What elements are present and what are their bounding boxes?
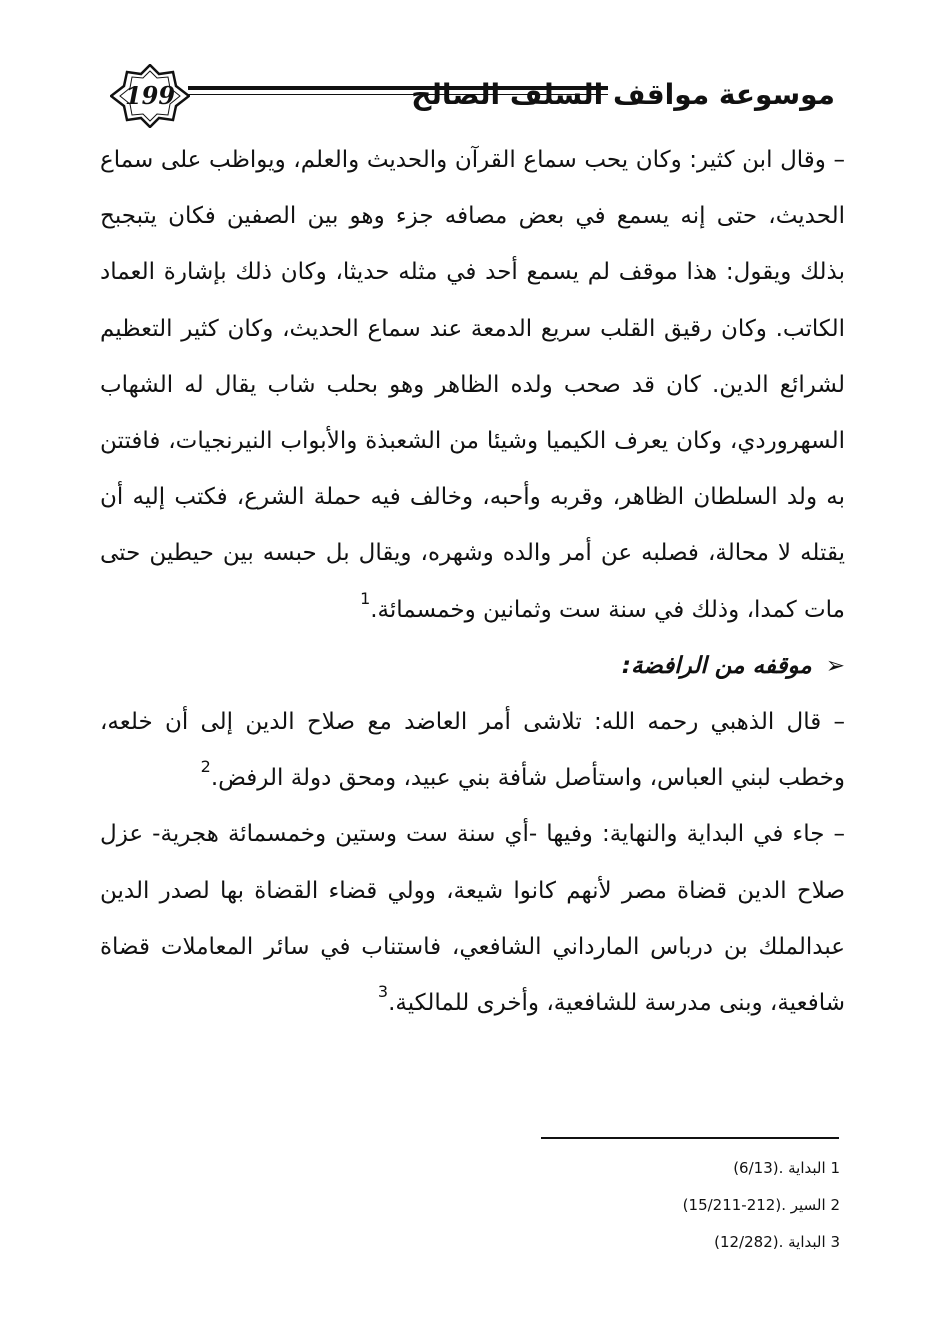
footnote-number: 3 [830,1233,840,1251]
main-text [100,132,845,1031]
footnote-ref-text: (6/13). [733,1159,784,1177]
footnote-separator [541,1137,839,1139]
page-number-badge [110,64,190,128]
footnote-number: 1 [830,1159,840,1177]
footnote-source: البداية [788,1233,826,1251]
paragraph [100,694,845,806]
footnote-ref[interactable]: 3 [377,982,389,1002]
footnote [400,1187,840,1224]
footnote [400,1150,840,1187]
series-title: موسوعة مواقف السلف الصالح [411,78,835,111]
page-header [100,64,835,130]
paragraph-text: – وقال ابن كثير: وكان يحب سماع القرآن والحديث والعلم، ويواظب على سماع الحديث، حتى إنه يسمع في بعض مصافه جزء وهو بين الصفين فكان يتبجبح بذلك ويقول: هذا موقف لم يسمع أحد في مثله حديثا، وكان ذلك بإشارة العماد الكاتب. وكان رقيق القلب سريع الدمعة عند سماع الحديث، وكان كثير التعظيم لشرائع الدين. كان قد صحب ولده الظاهر وهو بحلب شاب يقال له الشهاب السهروردي، وكان يعرف الكيميا وشيئا من الشعبذة والأبواب النيرنجيات، فافتتن به ولد السلطان الظاهر، وقربه وأحبه، وخالف فيه حملة الشرع، فكتب إليه أن يقتله لا محالة، فصلبه عن أمر والده وشهره، ويقال بل حبسه بين حيطين حتى مات كمدا، وذلك في سنة ست وثمانين وخمسمائة. [100,147,845,623]
footnote-number: 2 [830,1196,840,1214]
page-number: 199 [124,81,176,110]
paragraph [100,132,845,638]
paragraph [100,806,845,1031]
arrow-bullet-icon: ➢ [825,652,845,679]
footnotes [400,1150,840,1261]
footnote-source: السير [790,1196,826,1214]
footnote-ref-text: (12/282). [714,1233,784,1251]
footnote-ref-text: (15/211-212). [682,1196,786,1214]
section-heading-text: موقفه من الرافضة: [621,652,812,679]
footnote-source: البداية [788,1159,826,1177]
paragraph-text: – قال الذهبي رحمه الله: تلاشى أمر العاضد مع صلاح الدين إلى أن خلعه، وخطب لبني العباس، واستأصل شأفة بني عبيد، ومحق دولة الرفض. [100,709,845,792]
paragraph-text: – جاء في البداية والنهاية: وفيها -أي سنة ست وستين وخمسمائة هجرية- عزل صلاح الدين قضاة مصر لأنهم كانوا شيعة، وولي قضاء القضاة بها لصدر الدين عبدالملك بن درباس المارداني الشافعي، فاستناب في سائر المعاملات قضاة شافعية، وبنى مدرسة للشافعية، وأخرى للمالكية. [100,821,845,1017]
footnote-ref[interactable]: 1 [360,588,371,608]
footnote [400,1224,840,1261]
footnote-ref[interactable]: 2 [200,757,211,777]
section-heading [100,638,845,694]
